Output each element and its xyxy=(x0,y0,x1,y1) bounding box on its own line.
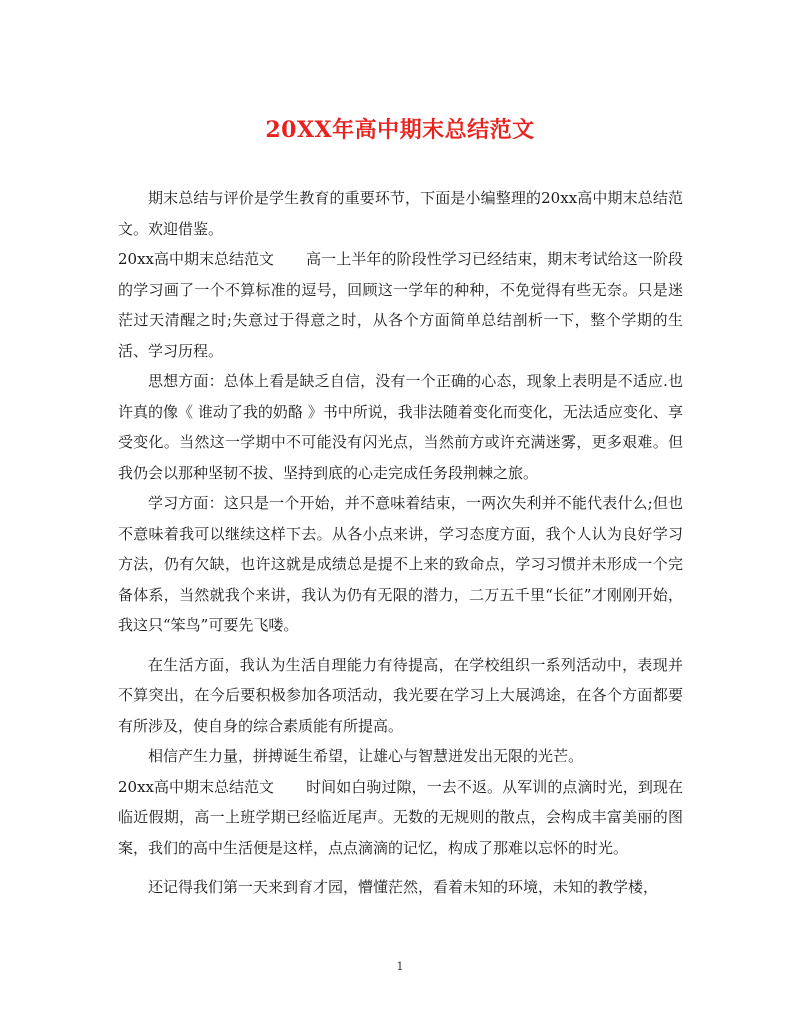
document-body xyxy=(118,183,683,903)
paragraph-text: 高一上半年的阶段性学习已经结束，期末考试给这一阶段的学习画了一个不算标准的逗号，回顾这一学年的种种，不免觉得有些无奈。只是迷茫过天清醒之时;失意过于得意之时，从各个方面简单总结剖析一下，整个学期的生活、学习历程。 xyxy=(118,250,683,360)
paragraph-memory: 还记得我们第一天来到育才园，懵懂茫然，看着未知的环境，未知的教学楼， xyxy=(148,878,659,896)
paragraph-intro: 期末总结与评价是学生教育的重要环节，下面是小编整理的20xx高中期末总结范文。欢迎借鉴。 xyxy=(118,189,683,238)
paragraph-text: 时间如白驹过隙，一去不返。从军训的点滴时光，到现在临近假期，高一上班学期已经临近尾声。无数的无规则的散点，会构成丰富美丽的图案，我们的高中生活便是这样，点点滴滴的记忆，构成了那难以忘怀的时光。 xyxy=(118,777,683,857)
paragraph-thought: 思想方面：总体上看是缺乏自信，没有一个正确的心态，现象上表明是不适应.也许真的像《 谁动了我的奶酪 》书中所说，我非法随着变化而变化，无法适应变化、享受变化。当然这一学期中不可能没有闪光点，当然前方或许充满迷雾，更多艰难。但我仍会以那种坚韧不拔、坚持到底的心走完成任务段荆棘之旅。 xyxy=(118,372,683,482)
paragraph-life: 在生活方面，我认为生活自理能力有待提高，在学校组织一系列活动中，表现并不算突出，在今后要积极参加各项活动，我光要在学习上大展鸿途，在各个方面都要有所涉及，使自身的综合素质能有所提高。 xyxy=(118,655,683,735)
paragraph-section-1 xyxy=(118,244,683,366)
paragraph-study: 学习方面：这只是一个开始，并不意味着结束，一两次失利并不能代表什么;但也不意味着我可以继续这样下去。从各小点来讲，学习态度方面，我个人认为良好学习方法，仍有欠缺，也许这就是成绩总是提不上来的致命点，学习习惯并未形成一个完备体系，当然就我个来讲，我认为仍有无限的潜力，二万五千里“长征”才刚刚开始，我这只“笨鸟”可要先飞喽。 xyxy=(118,494,683,634)
paragraph-closing: 相信产生力量，拼搏诞生希望，让雄心与智慧迸发出无限的光芒。 xyxy=(148,747,584,765)
paragraph-section-2 xyxy=(118,772,683,864)
section-heading: 20xx高中期末总结范文 xyxy=(118,777,275,796)
page-number: 1 xyxy=(396,960,404,973)
document-title: 20XX年高中期末总结范文 xyxy=(265,117,535,143)
section-heading: 20xx高中期末总结范文 xyxy=(118,250,275,268)
